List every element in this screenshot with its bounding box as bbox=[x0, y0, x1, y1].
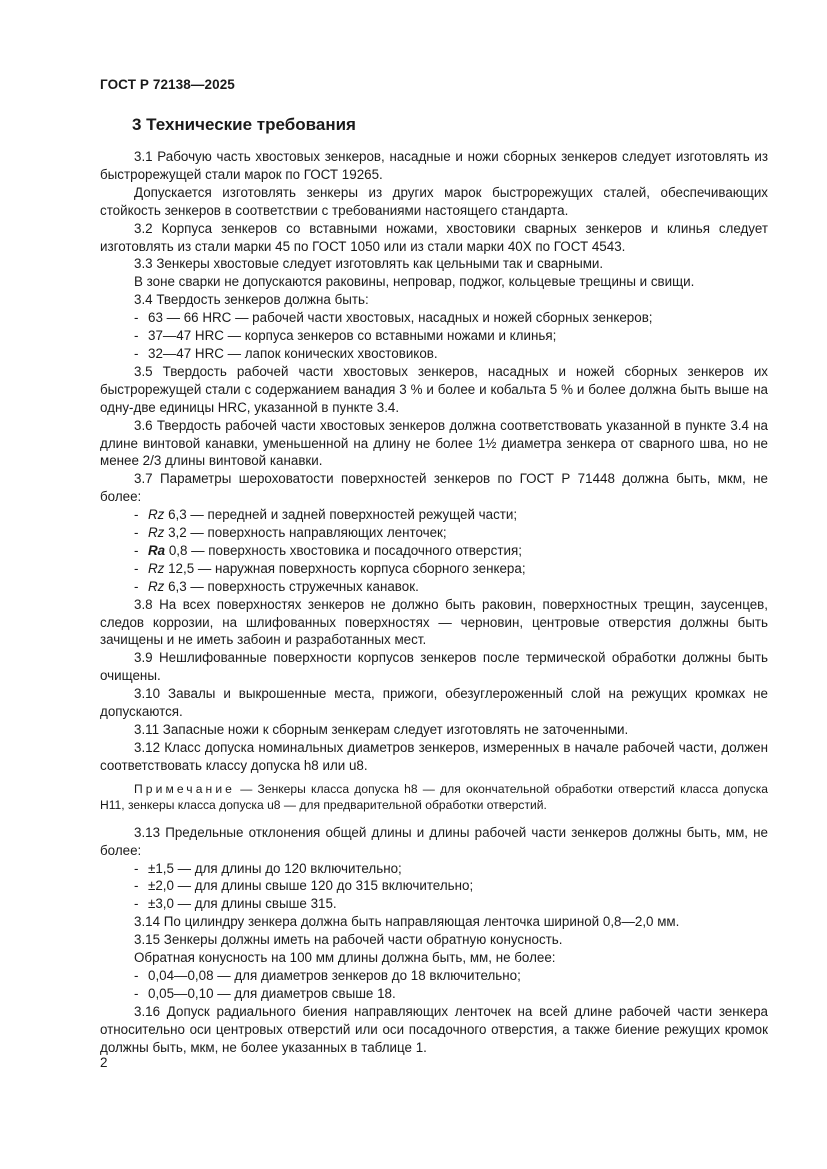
paragraph-3-4: 3.4 Твердость зенкеров должна быть: bbox=[134, 292, 369, 308]
list-dash: - bbox=[134, 525, 139, 541]
roughness-param: Rz bbox=[148, 560, 165, 576]
list-item bbox=[100, 560, 768, 578]
paragraph-3-16: 3.16 Допуск радиального биения направляющих ленточек на всей длине рабочей части зенкера относительно оси центровых отверстий или оси посадочного отверстия, а также биение режущих кромок должны быть, мкм, не более указанных в таблице 1. bbox=[100, 1003, 768, 1055]
paragraph-3-3: 3.3 Зенкеры хвостовые следует изготовлять как цельными так и сварными. bbox=[134, 256, 604, 272]
paragraph-3-1-continued: Допускается изготовлять зенкеры из других марок быстрорежущих сталей, обеспечивающих стойкость зенкеров в соответствии с требованиями настоящего стандарта. bbox=[100, 184, 768, 218]
list-item bbox=[100, 895, 768, 913]
list-dash: - bbox=[134, 345, 139, 361]
length-item: ±3,0 — для длины свыше 315. bbox=[148, 896, 337, 912]
list-dash: - bbox=[134, 542, 139, 558]
hardness-item: 32—47 HRC — лапок конических хвостовиков. bbox=[148, 345, 438, 361]
roughness-text: 3,2 — поверхность направляющих ленточек; bbox=[164, 525, 447, 541]
list-dash: - bbox=[134, 310, 139, 326]
paragraph-3-5: 3.5 Твердость рабочей части хвостовых зенкеров, насадных и ножей сборных зенкеров их быстрорежущей стали с содержанием ванадия 3 % и более и кобальта 5 % и более должна быть выше на одну-две единицы HRC, указанной в пункте 3.4. bbox=[100, 363, 768, 415]
page-number: 2 bbox=[100, 1055, 108, 1070]
paragraph-3-14: 3.14 По цилиндру зенкера должна быть направляющая ленточка шириной 0,8—2,0 мм. bbox=[134, 914, 680, 930]
paragraph-3-8: 3.8 На всех поверхностях зенкеров не должно быть раковин, поверхностных трещин, заусенцев, следов коррозии, на шлифованных поверхностях — черновин, центровые отверстия должны быть зачищены и не иметь забоин и разработанных мест. bbox=[100, 596, 768, 648]
list-dash: - bbox=[134, 896, 139, 912]
list-item bbox=[100, 327, 768, 345]
note bbox=[100, 781, 768, 814]
taper-item: 0,05—0,10 — для диаметров свыше 18. bbox=[148, 985, 396, 1001]
list-item bbox=[100, 542, 768, 560]
document-code-header: ГОСТ Р 72138—2025 bbox=[100, 77, 235, 92]
list-item bbox=[100, 524, 768, 542]
roughness-text: 0,8 — поверхность хвостовика и посадочного отверстия; bbox=[165, 542, 522, 558]
section-content bbox=[100, 148, 768, 1057]
paragraph-3-12: 3.12 Класс допуска номинальных диаметров зенкеров, измеренных в начале рабочей части, должен соответствовать классу допуска h8 или u8. bbox=[100, 739, 768, 773]
list-dash: - bbox=[134, 328, 139, 344]
paragraph-3-15: 3.15 Зенкеры должны иметь на рабочей части обратную конусность. bbox=[134, 932, 563, 948]
roughness-param: Ra bbox=[148, 542, 166, 558]
list-dash: - bbox=[134, 967, 139, 983]
list-item bbox=[100, 309, 768, 327]
taper-item: 0,04—0,08 — для диаметров зенкеров до 18 включительно; bbox=[148, 967, 521, 983]
paragraph-3-13: 3.13 Предельные отклонения общей длины и длины рабочей части зенкеров должны быть, мм, не более: bbox=[100, 824, 768, 858]
length-item: ±1,5 — для длины до 120 включительно; bbox=[148, 860, 402, 876]
paragraph-3-11: 3.11 Запасные ножи к сборным зенкерам следует изготовлять не заточенными. bbox=[134, 722, 629, 737]
roughness-param: Rz bbox=[148, 578, 165, 594]
roughness-param: Rz bbox=[148, 507, 165, 523]
list-item bbox=[100, 877, 768, 895]
paragraph-3-15-continued: Обратная конусность на 100 мм длины должна быть, мм, не более: bbox=[134, 950, 556, 966]
paragraph-3-2: 3.2 Корпуса зенкеров со вставными ножами, хвостовики сварных зенкеров и клинья следует изготовлять из стали марки 45 по ГОСТ 1050 или из стали марки 40Х по ГОСТ 4543. bbox=[100, 220, 768, 254]
list-item bbox=[100, 985, 768, 1003]
note-label: Примечание bbox=[134, 781, 235, 796]
paragraph-3-7: 3.7 Параметры шероховатости поверхностей зенкеров по ГОСТ Р 71448 должна быть, мкм, не более: bbox=[100, 471, 768, 505]
hardness-item: 63 — 66 HRC — рабочей части хвостовых, насадных и ножей сборных зенкеров; bbox=[148, 310, 653, 326]
roughness-text: 12,5 — наружная поверхность корпуса сборного зенкера; bbox=[164, 560, 526, 576]
roughness-text: 6,3 — передней и задней поверхностей режущей части; bbox=[164, 507, 518, 523]
paragraph-3-10: 3.10 Завалы и выкрошенные места, прижоги, обезуглероженный слой на режущих кромках не допускаются. bbox=[100, 686, 768, 720]
list-item bbox=[100, 578, 768, 596]
hardness-item: 37—47 HRC — корпуса зенкеров со вставными ножами и клинья; bbox=[148, 328, 557, 344]
list-dash: - bbox=[134, 578, 139, 594]
list-dash: - bbox=[134, 878, 139, 894]
list-dash: - bbox=[134, 560, 139, 576]
list-item bbox=[100, 506, 768, 524]
list-dash: - bbox=[134, 985, 139, 1001]
paragraph-3-9: 3.9 Нешлифованные поверхности корпусов зенкеров после термической обработки должны быть очищены. bbox=[100, 650, 768, 684]
paragraph-3-6: 3.6 Твердость рабочей части хвостовых зенкеров должна соответствовать указанной в пункте 3.4 на длине винтовой канавки, уменьшенной на длину не более 1½ диаметра зенкера от сварного шва, но не менее 2/3 длины винтовой канавки. bbox=[100, 417, 768, 469]
list-dash: - bbox=[134, 507, 139, 523]
list-item bbox=[100, 345, 768, 363]
length-item: ±2,0 — для длины свыше 120 до 315 включительно; bbox=[148, 878, 474, 894]
section-title: 3 Технические требования bbox=[132, 115, 356, 134]
list-item bbox=[100, 860, 768, 878]
roughness-text: 6,3 — поверхность стружечных канавок. bbox=[164, 578, 419, 594]
note-text: — Зенкеры класса допуска h8 — для окончательной обработки отверстий класса допуска Н11, зенкеры класса допуска u8 — для предварительной обработки отверстий. bbox=[100, 781, 768, 813]
paragraph-3-3-continued: В зоне сварки не допускаются раковины, непровар, поджог, кольцевые трещины и свищи. bbox=[134, 274, 695, 290]
list-dash: - bbox=[134, 860, 139, 876]
list-item bbox=[100, 967, 768, 985]
roughness-param: Rz bbox=[148, 525, 165, 541]
paragraph-3-1: 3.1 Рабочую часть хвостовых зенкеров, насадные и ножи сборных зенкеров следует изготовлять из быстрорежущей стали марок по ГОСТ 19265. bbox=[100, 149, 768, 182]
